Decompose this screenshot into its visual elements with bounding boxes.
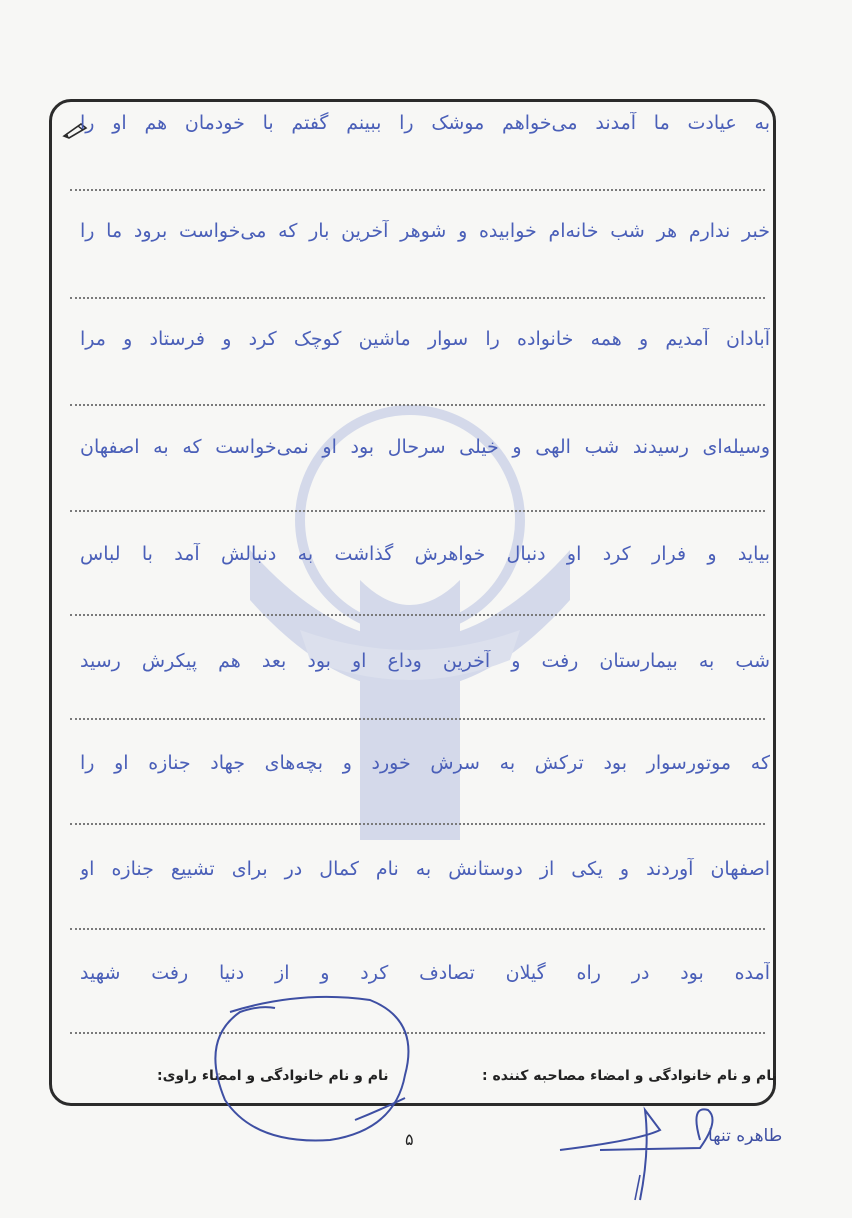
- writing-rule: [70, 614, 765, 616]
- writing-rule: [70, 297, 765, 299]
- writing-rule: [70, 189, 765, 191]
- handwritten-line-2: خبر ندارم هر شب خانه‌ام خوابیده و شوهر آخرین بار که می‌خواست برود ما را: [80, 220, 770, 242]
- handwritten-line-9: آمده بود در راه گیلان تصادف کرد و از دنیا رفت شهید: [80, 962, 770, 984]
- writing-rule: [70, 1032, 765, 1034]
- handwritten-line-7: که موتورسوار بود ترکش به سرش خورد و بچه‌های جهاد جنازه او را: [80, 752, 770, 774]
- page-number: ۵: [405, 1130, 414, 1149]
- handwritten-line-1: به عیادت ما آمدند می‌خواهم موشک را ببینم گفتم با خودمان هم او را: [80, 112, 770, 134]
- interviewer-signature-label: نام و نام خانوادگی و امضاء مصاحبه کننده :: [482, 1068, 777, 1084]
- signature-scrawl: [560, 1109, 713, 1200]
- handwritten-signature: طاهره تنها: [708, 1126, 783, 1146]
- handwritten-line-3: آبادان آمدیم و همه خانواده را سوار ماشین کوچک کرد و فرستاد و مرا: [80, 328, 770, 350]
- writing-rule: [70, 718, 765, 720]
- handwritten-line-4: وسیله‌ای رسیدند شب الهی و خیلی سرحال بود او نمی‌خواست که به اصفهان: [80, 436, 770, 458]
- writing-rule: [70, 928, 765, 930]
- writing-rule: [70, 823, 765, 825]
- handwritten-line-8: اصفهان آوردند و یکی از دوستانش به نام کمال در برای تشییع جنازه او: [80, 858, 770, 880]
- handwritten-line-5: بیاید و فرار کرد او دنبال خواهرش گذاشت به دنبالش آمد با لباس: [80, 543, 770, 565]
- writing-rule: [70, 404, 765, 406]
- writing-rule: [70, 510, 765, 512]
- narrator-signature-label: نام و نام خانوادگی و امضاء راوی:: [157, 1068, 389, 1084]
- handwritten-line-6: شب به بیمارستان رفت و آخرین وداع او بود بعد هم پیکرش رسید: [80, 650, 770, 672]
